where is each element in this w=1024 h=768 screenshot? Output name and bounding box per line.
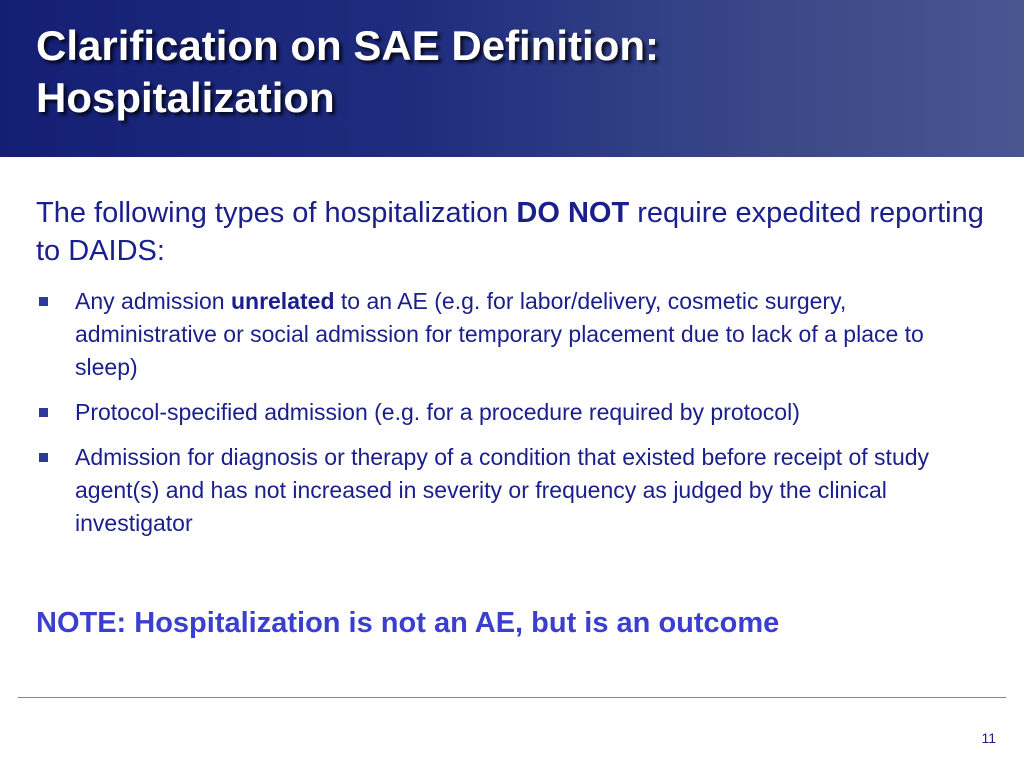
title-banner (0, 0, 1024, 157)
bullet-item (36, 285, 991, 384)
note-text: NOTE: Hospitalization is not an AE, but is an outcome (36, 607, 780, 639)
bullet-list (36, 285, 991, 552)
intro-after: require expedited reporting to DAIDS: (36, 197, 984, 267)
bullet-text-before: Any admission (75, 288, 231, 314)
square-bullet-icon (39, 297, 48, 306)
bullet-emphasis: unrelated (230, 288, 335, 314)
intro-text (36, 194, 996, 270)
slide-title-line-1: Clarification on SAE Definition: (36, 22, 660, 69)
square-bullet-icon (39, 453, 48, 462)
square-bullet-icon (39, 408, 48, 417)
bullet-item (36, 396, 991, 429)
footer-divider (18, 697, 1006, 698)
intro-before: The following types of hospitalization (36, 197, 517, 229)
bullet-text-after: to an AE (e.g. for labor/delivery, cosmetic surgery, administrative or social admission for temporary placement due to lack of a place to sleep) (75, 288, 924, 380)
slide-title-line-2: Hospitalization (36, 74, 335, 121)
bullet-item (36, 441, 991, 540)
bullet-text: Protocol-specified admission (e.g. for a procedure required by protocol) (75, 399, 800, 425)
slide-title (36, 20, 996, 124)
page-number: 11 (981, 730, 996, 746)
intro-emphasis: DO NOT (516, 197, 630, 229)
bullet-text: Admission for diagnosis or therapy of a condition that existed before receipt of study agent(s) and has not increased in severity or frequency as judged by the clinical investigator (75, 444, 930, 536)
